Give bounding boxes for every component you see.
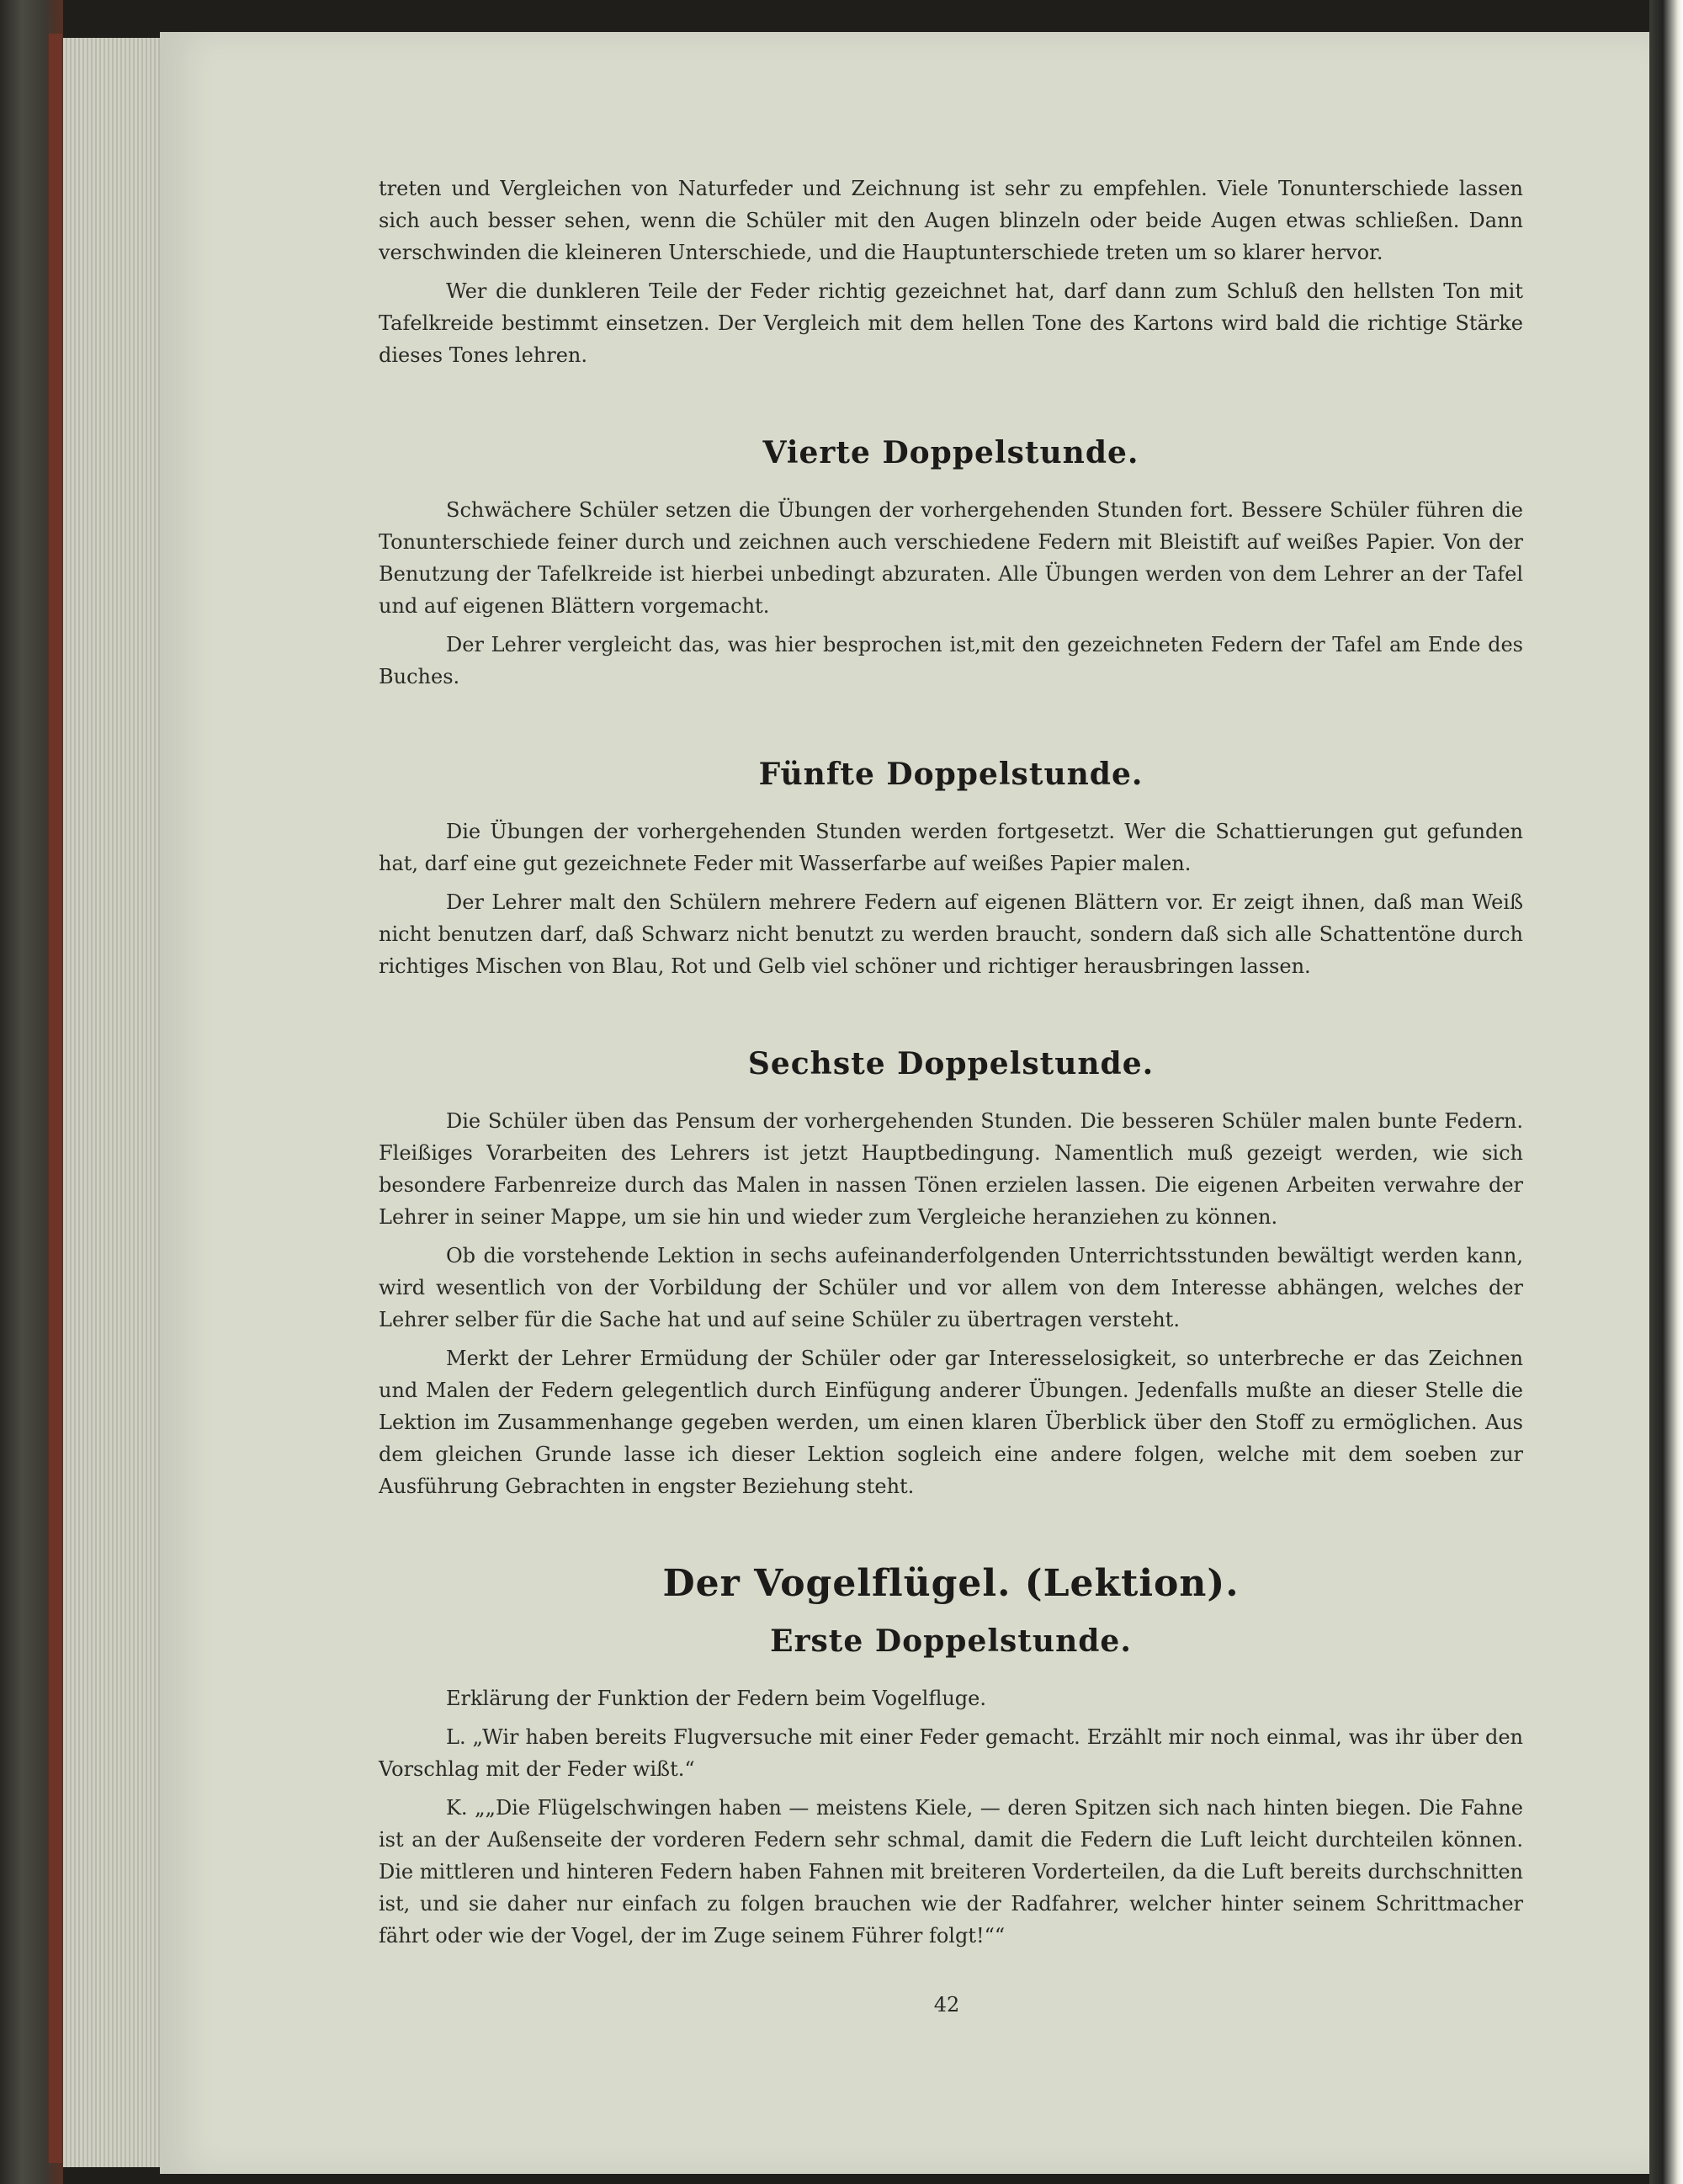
section-6-paragraph-2: Ob die vorstehende Lektion in sechs aufeinanderfolgenden Unterrichtsstunden bewältigt werden kann, wird wesentlich von der Vorbildung der Schüler und vor allem von dem Interesse abhängen, welches der Lehrer selber für die Sache hat und auf seine Schüler zu übertragen versteht. (379, 1244, 1523, 1331)
spacer (379, 989, 1523, 1048)
book-spine-red-band (49, 34, 62, 2163)
section-4-paragraph-2: Der Lehrer vergleicht das, was hier besprochen ist,mit den gezeichneten Federn der Tafel am Ende des Buches. (379, 633, 1523, 688)
spacer (379, 790, 1523, 816)
book-cover-left-edge (0, 0, 63, 2184)
section-6-paragraph-1: Die Schüler üben das Pensum der vorhergehenden Stunden. Die besseren Schüler malen bunte Federn. Fleißiges Vorarbeiten des Lehrers ist jetzt Hauptbedingung. Namentlich muß gezeigt werden, wie sich besondere Farbenreize durch das Malen in nassen Tönen erzielen lassen. Die eigenen Arbeiten verwahre der Lehrer in seiner Mappe, um sie hin und wieder zum Vergleiche heranziehen zu können. (379, 1109, 1523, 1229)
book-cover-right-edge (1649, 0, 1683, 2184)
section-6-heading: Sechste Doppelstunde. (747, 1046, 1155, 1081)
section-5-heading: Fünfte Doppelstunde. (758, 757, 1144, 792)
spacer (379, 378, 1523, 437)
section-4-paragraph-1: Schwächere Schüler setzen die Übungen der vorhergehenden Stunden fort. Bessere Schüler führen die Tonunterschiede feiner durch und zeichnen auch verschiedene Federn mit Bleistift auf weißes Papier. Von der Benutzung der Tafelkreide ist hierbei unbedingt abzuraten. Alle Übungen werden von dem Lehrer an der Tafel und auf eigenen Blättern vorgemacht. (379, 498, 1523, 618)
lesson-subheading: Erste Doppelstunde. (770, 1623, 1132, 1659)
page-number: 42 (933, 1993, 960, 2017)
intro-paragraph-2: Wer die dunkleren Teile der Feder richtig gezeichnet hat, darf dann zum Schluß den hellsten Ton mit Tafelkreide bestimmt einsetzen. Der Vergleich mit dem hellen Tone des Kartons wird bald die richtige Stärke dieses Tones lehren. (379, 279, 1523, 367)
page-content (379, 173, 1523, 1958)
section-4-heading: Vierte Doppelstunde. (762, 435, 1139, 470)
spacer (379, 469, 1523, 494)
lesson-heading: Der Vogelflügel. (Lektion). (662, 1562, 1240, 1605)
lesson-child-dialogue: K. „„Die Flügelschwingen haben — meistens Kiele, — deren Spitzen sich nach hinten biegen. Die Fahne ist an der Außenseite der vorderen Federn sehr schmal, damit die Federn die Luft leicht durchteilen können. Die mittleren und hinteren Federn haben Fahnen mit breiteren Vorderteilen, da die Luft bereits durchschnitten ist, und sie daher nur einfach zu folgen brauchen wie der Radfahrer, welcher hinter seinem Schrittmacher fährt oder wie der Vogel, der im Zuge seinem Führer folgt!““ (379, 1796, 1523, 1948)
spacer (379, 1080, 1523, 1105)
section-5-paragraph-2: Der Lehrer malt den Schülern mehrere Federn auf eigenen Blättern vor. Er zeigt ihnen, daß man Weiß nicht benutzen darf, daß Schwarz nicht benutzt zu werden braucht, sondern daß sich alle Schattentöne durch richtiges Mischen von Blau, Rot und Gelb viel schöner und richtiger herausbringen lassen. (379, 890, 1523, 978)
intro-paragraph-1: treten und Vergleichen von Naturfeder und Zeichnung ist sehr zu empfehlen. Viele Tonunterschiede lassen sich auch besser sehen, wenn die Schüler mit den Augen blinzeln oder beide Augen etwas schließen. Dann verschwinden die kleineren Unterschiede, und die Hauptunterschiede treten um so klarer hervor. (379, 177, 1523, 264)
spacer (379, 699, 1523, 758)
lesson-paragraph-1: Erklärung der Funktion der Federn beim Vogelfluge. (446, 1687, 986, 1710)
spacer (379, 1657, 1523, 1682)
spacer (379, 1509, 1523, 1568)
section-5-paragraph-1: Die Übungen der vorhergehenden Stunden werden fortgesetzt. Wer die Schattierungen gut gefunden hat, darf eine gut gezeichnete Feder mit Wasserfarbe auf weißes Papier malen. (379, 820, 1523, 875)
section-6-paragraph-3: Merkt der Lehrer Ermüdung der Schüler oder gar Interesselosigkeit, so unterbreche er das Zeichnen und Malen der Federn gelegentlich durch Einfügung anderer Übungen. Jedenfalls mußte an dieser Stelle die Lektion im Zusammenhange gegeben werden, um einen klaren Überblick über den Stoff zu ermöglichen. Aus dem gleichen Grunde lasse ich dieser Lektion sogleich eine andere folgen, welche mit dem soeben zur Ausführung Gebrachten in engster Beziehung steht. (379, 1347, 1523, 1498)
lesson-teacher-dialogue: L. „Wir haben bereits Flugversuche mit einer Feder gemacht. Erzählt mir noch einmal, was ihr über den Vorschlag mit der Feder wißt.“ (379, 1725, 1523, 1781)
